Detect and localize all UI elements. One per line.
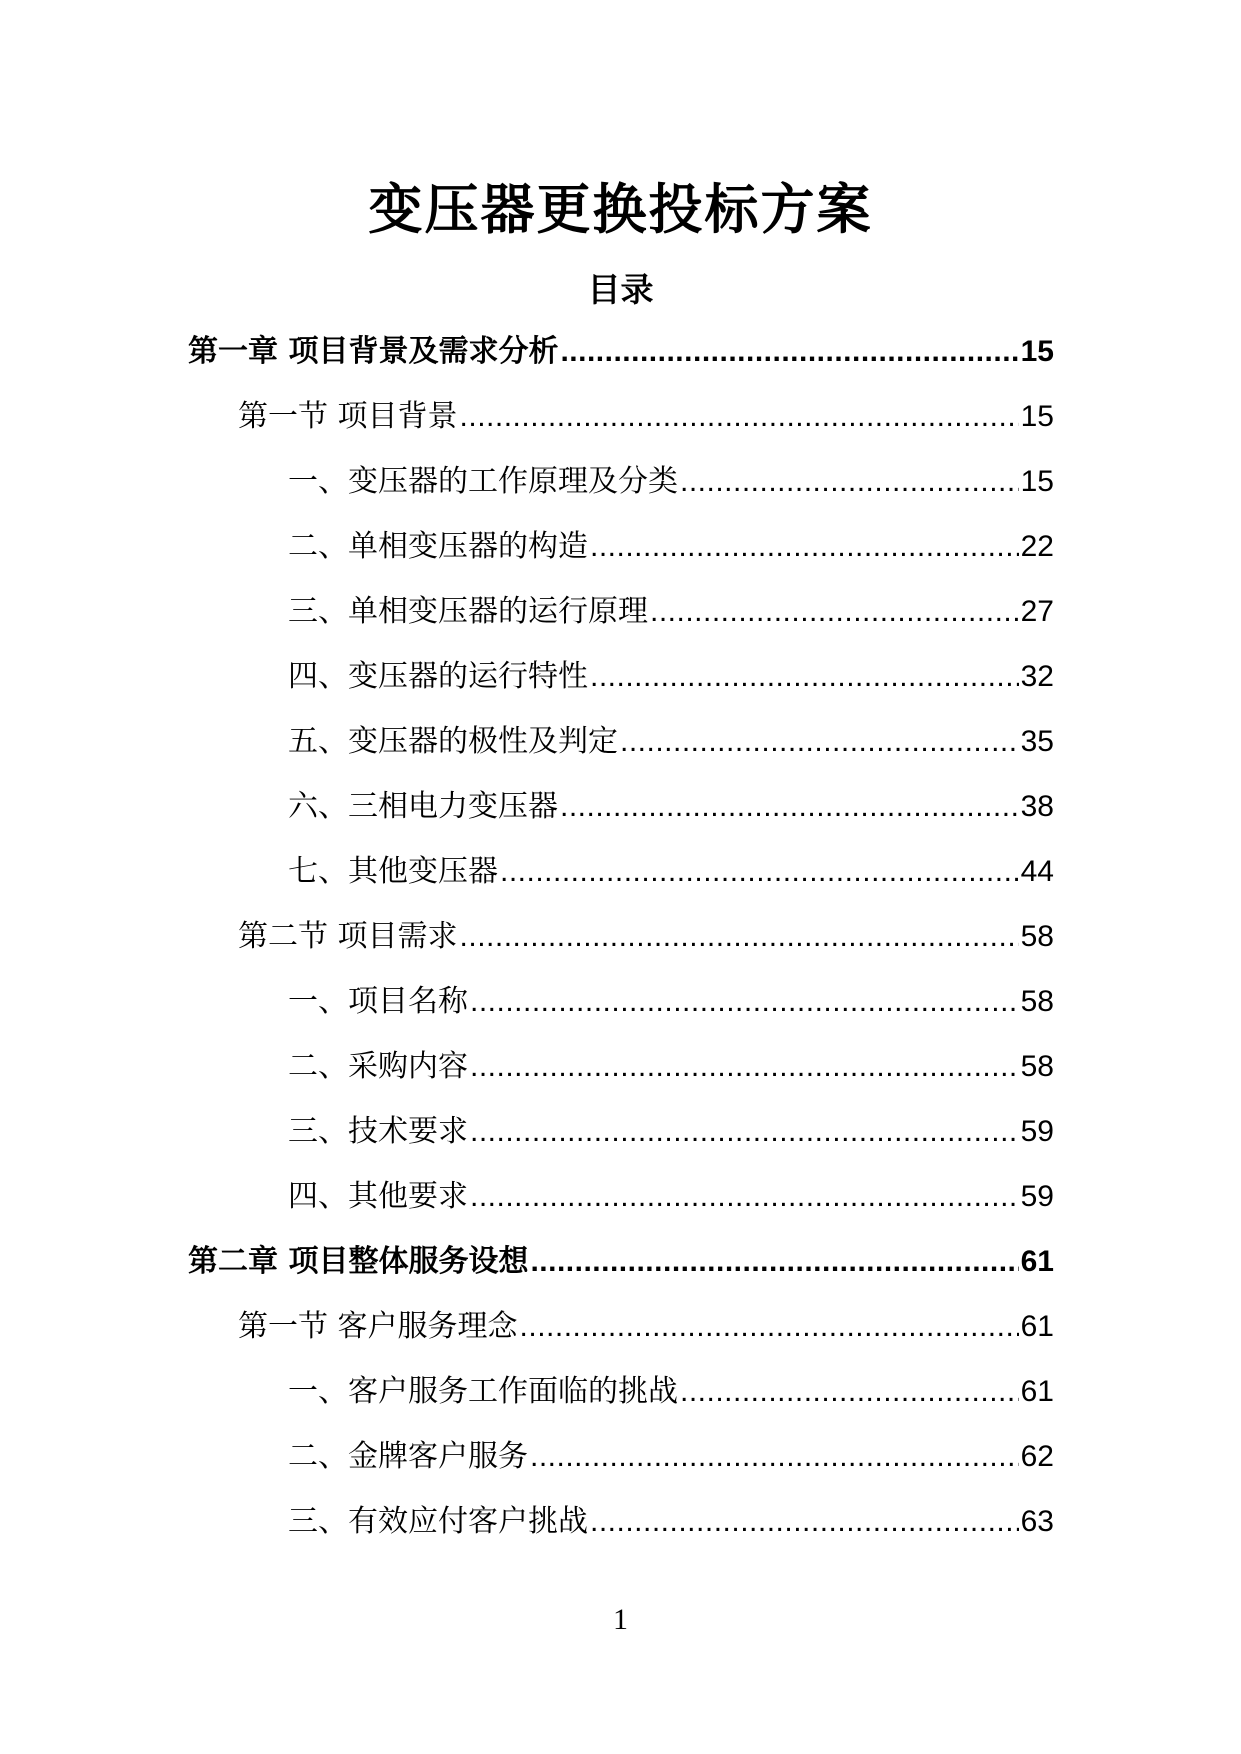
toc-entry[interactable]: [0, 522, 1054, 587]
toc-dot-leader: [590, 652, 1019, 702]
toc-entry-page-number: 61: [1020, 1310, 1054, 1343]
toc-entry-page-number: 35: [1020, 725, 1054, 758]
toc-entry-label: 第一节 客户服务理念: [238, 1309, 518, 1344]
toc-entry[interactable]: [0, 782, 1054, 847]
toc-dot-leader: [470, 1107, 1019, 1157]
toc-entry[interactable]: [0, 847, 1054, 912]
toc-entry-label: 第二节 项目需求: [238, 919, 458, 954]
toc-dot-leader: [470, 1042, 1019, 1092]
toc-dot-leader: [530, 1432, 1019, 1482]
toc-entry-label: 三、技术要求: [288, 1114, 468, 1149]
toc-entry-label: 三、单相变压器的运行原理: [288, 594, 648, 629]
toc-entry[interactable]: [0, 1432, 1054, 1497]
toc-entry[interactable]: [0, 587, 1054, 652]
toc-dot-leader: [680, 1367, 1019, 1417]
toc-dot-leader: [560, 327, 1018, 377]
toc-entry[interactable]: [0, 1367, 1054, 1432]
toc-entry-page-number: 58: [1020, 985, 1054, 1018]
toc-entry-page-number: 63: [1020, 1505, 1054, 1538]
toc-entry-page-number: 59: [1020, 1180, 1054, 1213]
toc-entry-page-number: 58: [1020, 920, 1054, 953]
toc-dot-leader: [530, 1237, 1018, 1287]
toc-entry[interactable]: [0, 1107, 1054, 1172]
toc-entry[interactable]: [0, 1497, 1054, 1562]
toc-entry-label: 三、有效应付客户挑战: [288, 1504, 588, 1539]
toc-dot-leader: [460, 392, 1019, 442]
toc-entry-page-number: 27: [1020, 595, 1054, 628]
toc-entry[interactable]: [0, 652, 1054, 717]
toc-dot-leader: [500, 847, 1019, 897]
toc-entry[interactable]: [0, 1302, 1054, 1367]
toc-entry[interactable]: [0, 327, 1054, 392]
toc-entry-label: 一、变压器的工作原理及分类: [288, 464, 678, 499]
toc-entry-label: 二、金牌客户服务: [288, 1439, 528, 1474]
toc-entry-label: 二、采购内容: [288, 1049, 468, 1084]
toc-entry-page-number: 15: [1020, 400, 1054, 433]
toc-entry-label: 第一节 项目背景: [238, 399, 458, 434]
toc-entry-label: 二、单相变压器的构造: [288, 529, 588, 564]
toc-entry[interactable]: [0, 912, 1054, 977]
toc-entry[interactable]: [0, 392, 1054, 457]
toc-entry-page-number: 44: [1020, 855, 1054, 888]
toc-dot-leader: [650, 587, 1019, 637]
toc-entry-page-number: 61: [1020, 1375, 1054, 1408]
toc-entry-label: 一、项目名称: [288, 984, 468, 1019]
toc-entry[interactable]: [0, 977, 1054, 1042]
toc-entry-label: 六、三相电力变压器: [288, 789, 558, 824]
toc-entry[interactable]: [0, 1237, 1054, 1302]
toc-entry-label: 四、变压器的运行特性: [288, 659, 588, 694]
toc-entry[interactable]: [0, 1042, 1054, 1107]
toc-entry-label: 第一章 项目背景及需求分析: [188, 334, 559, 369]
toc-entry[interactable]: [0, 457, 1054, 522]
toc-dot-leader: [520, 1302, 1019, 1352]
toc-entry-label: 一、客户服务工作面临的挑战: [288, 1374, 678, 1409]
toc-entry-page-number: 59: [1020, 1115, 1054, 1148]
page-number: 1: [613, 1603, 628, 1636]
toc-dot-leader: [590, 522, 1019, 572]
toc-entry-page-number: 58: [1020, 1050, 1054, 1083]
toc-entry-page-number: 22: [1020, 530, 1054, 563]
toc-dot-leader: [460, 912, 1019, 962]
toc-dot-leader: [590, 1497, 1019, 1547]
table-of-contents: [0, 327, 1241, 1562]
toc-entry[interactable]: [0, 1172, 1054, 1237]
toc-entry-page-number: 15: [1020, 335, 1054, 368]
toc-entry-page-number: 32: [1020, 660, 1054, 693]
toc-heading: 目录: [587, 270, 654, 309]
toc-dot-leader: [620, 717, 1019, 767]
toc-dot-leader: [470, 1172, 1019, 1222]
toc-entry-page-number: 15: [1020, 465, 1054, 498]
toc-entry-page-number: 38: [1020, 790, 1054, 823]
toc-entry-page-number: 62: [1020, 1440, 1054, 1473]
toc-entry[interactable]: [0, 717, 1054, 782]
toc-entry-page-number: 61: [1020, 1245, 1054, 1278]
document-title: 变压器更换投标方案: [368, 178, 873, 241]
toc-dot-leader: [560, 782, 1019, 832]
toc-entry-label: 五、变压器的极性及判定: [288, 724, 618, 759]
toc-dot-leader: [680, 457, 1019, 507]
toc-entry-label: 第二章 项目整体服务设想: [188, 1244, 529, 1279]
toc-entry-label: 七、其他变压器: [288, 854, 498, 889]
toc-entry-label: 四、其他要求: [288, 1179, 468, 1214]
toc-dot-leader: [470, 977, 1019, 1027]
